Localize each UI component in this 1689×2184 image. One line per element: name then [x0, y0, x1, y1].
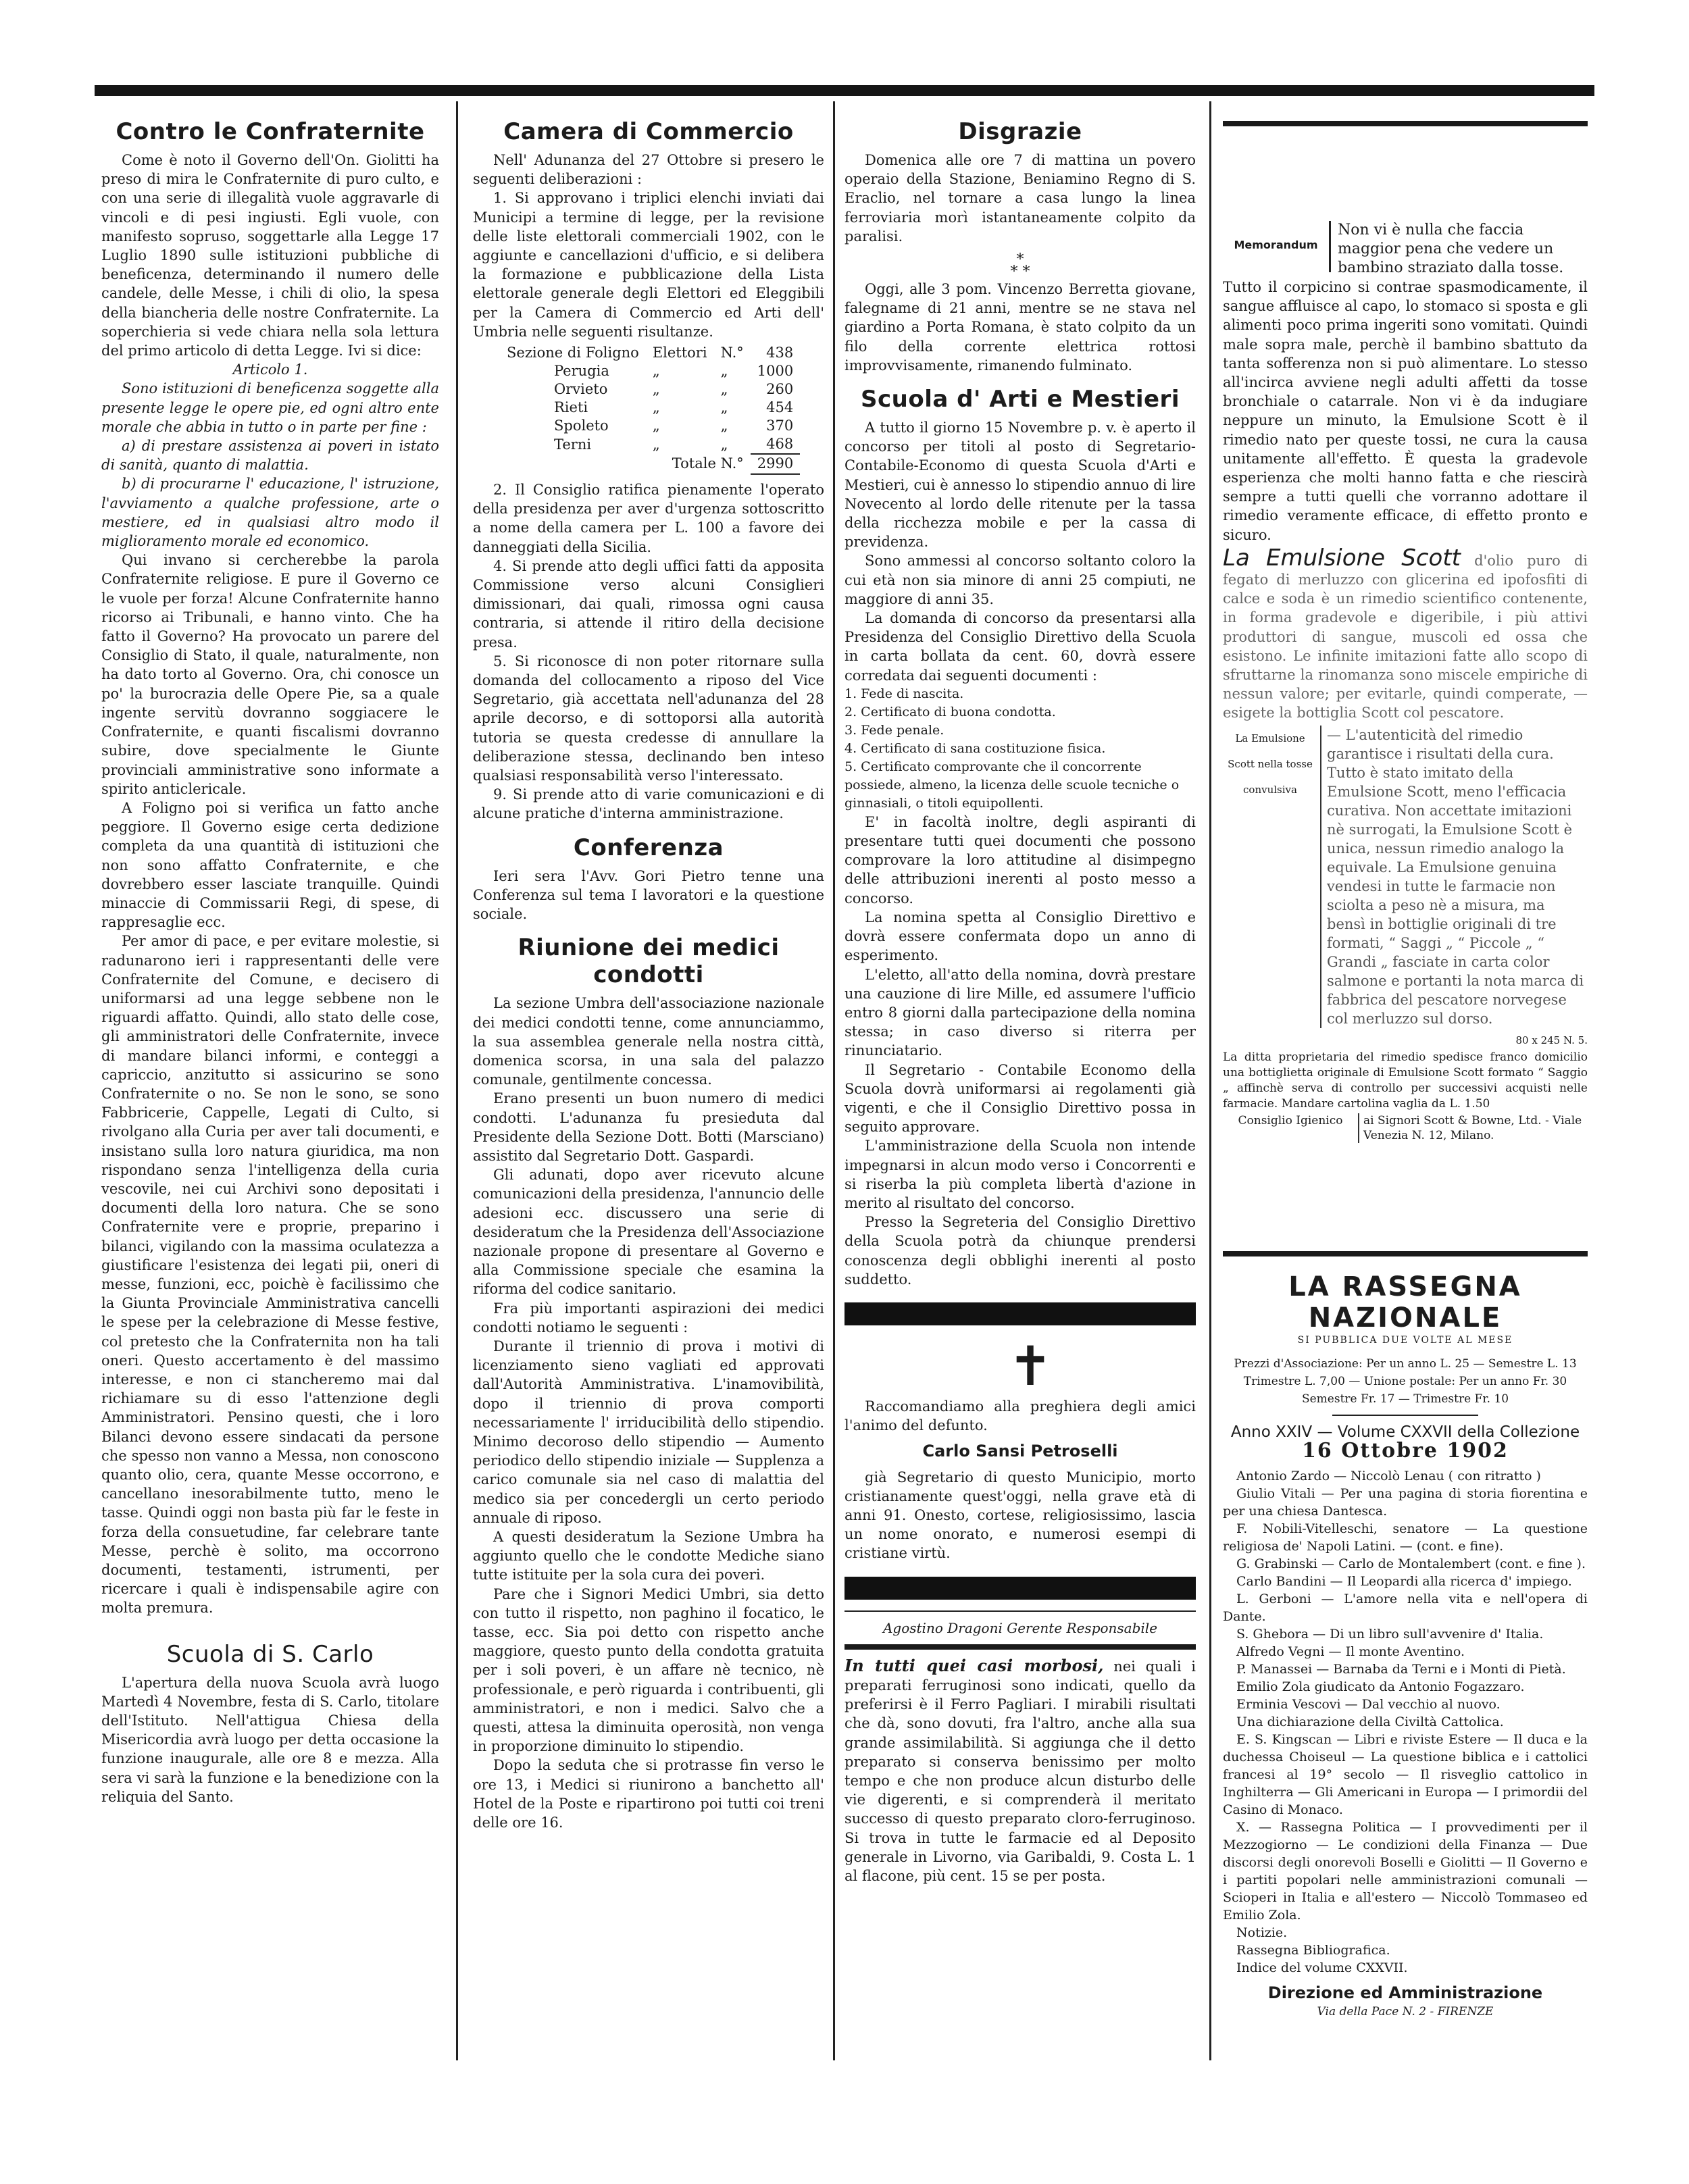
toc-entry: E. S. Kingscan — Libri e riviste Estere — Il duca e la duchessa Choiseul — La questione biblica e i cattolici francesi al 19° secolo — Il risveglio cattolico in Inghilterra — Gli Americani in Europa — I primordii del Casino di Monaco.: [1223, 1732, 1588, 1818]
direction-address: Via della Pace N. 2 - FIRENZE: [1317, 2005, 1494, 2019]
memorandum-text: Non vi è nulla che faccia maggior pena che vedere un bambino straziato dalla tosse.: [1338, 222, 1564, 276]
paragraph: 4. Si prende atto degli uffici fatti da apposita Commissione verso alcuni Consiglieri dimissionari, dai quali, rimossa ogni causa contraria, si attende il ritiro della decisione presa.: [473, 557, 824, 651]
top-rule: [95, 85, 1594, 96]
divider: [844, 1644, 1196, 1650]
consiglio-label: Consiglio Igienico: [1223, 1113, 1359, 1143]
toc-entry: Emilio Zola giudicato da Antonio Fogazzaro.: [1236, 1679, 1525, 1695]
scott-side-box: [1223, 726, 1588, 1028]
separator-stars: * * *: [1010, 251, 1030, 281]
section-name: Spoleto: [554, 417, 609, 434]
paragraph: Oggi, alle 3 pom. Vincenzo Berretta giovane, falegname di 21 anni, mentre se ne stava nel giardino a Porta Romana, è stato colpito da un filo della corrente elettrica rottosi improvvisamente, rimanendo fulminato.: [844, 281, 1196, 374]
section-label: „: [720, 363, 728, 380]
section-label: „: [652, 399, 660, 416]
paragraph: La ditta proprietaria del rimedio spedisce franco domicilio una bottiglietta originale di Emulsione Scott formato “ Saggio „ affinchè serva di controllo per successivi acquisti nelle farmacie. Mandare cartolina vaglia da L. 1.50: [1223, 1050, 1588, 1111]
article-title: Scuola d' Arti e Mestieri: [861, 386, 1180, 413]
paragraph: Qui invano si cercherebbe la parola Confraternite religiose. E pure il Governo ce le vuole per forza! Alcune Confraternite hanno ricorso ai Tribunali, e hanno vinto. Che ha fatto il Governo? Ha provocato un parere del Consiglio di Stato, il quale, naturalmente, non ha dato torto al Governo. Ora, chi conosce un po' la burocrazia delle Opere Pie, sa a quale ingente servitù dovranno soggiacere le Confraternite, e quanti fiscalismi dovranno subire, dove specialmente le Giunte provinciali amministrative sono informate a spirito anticlericale.: [101, 552, 439, 797]
paragraph: Come è noto il Governo dell'On. Giolitti ha preso di mira le Confraternite di puro culto, e con una serie di illegalità vuole aggravarle di vincoli e di pesi ingiusti. Egli vuole, con manifesto sopruso, soggettarle alla Legge 17 Luglio 1890 sulle istituzioni pubbliche di beneficenza, determinando il numero delle candele, delle Messe, i chili di olio, la spesa della biancheria delle nostre Confraternite. La soperchieria si vede chiara nella sola lettura del primo articolo di detta Legge. Ivi si dice:: [101, 152, 439, 359]
column-3: [844, 111, 1196, 1885]
list-item: 4. Certificato di sana costituzione fisica.: [844, 740, 1106, 756]
column-4: [1223, 111, 1588, 2022]
toc-entry: P. Manassei — Barnaba da Terni e i Monti di Pietà.: [1236, 1662, 1566, 1677]
memorandum-label: Memorandum: [1223, 221, 1331, 272]
electors-row: [500, 344, 800, 362]
paragraph: Fra più importanti aspirazioni dei medici condotti notiamo le seguenti :: [473, 1300, 824, 1336]
section-label: „: [720, 436, 728, 453]
electors-row: [500, 380, 800, 399]
paragraph: L'amministrazione della Scuola non intende impegnarsi in alcun modo verso i Concorrenti e si riserba la più completa libertà d'azione in merito al risultato del concorso.: [844, 1138, 1196, 1211]
toc-entry: Una dichiarazione della Civiltà Cattolica.: [1236, 1715, 1504, 1730]
paragraph: Tutto il corpicino si contrae spasmodicamente, il sangue affluisce al capo, lo stomaco si sposta e gli alimenti poco prima ingeriti sono vomitati. Quindi male sopra male, perchè il bambino sbattuto da tanta sofferenza non si può alimentare. Lo stesso all'incirca avviene negli adulti affetti da tosse bronchiale o catarrale. Non vi è da indugiare neppure un minuto, la Emulsione Scott è il rimedio nato per queste tossi, ne cura la causa unitamente all'effetto. È questa la gradevole esperienza che molti hanno fatta e che riescirà sempre a tutti quelli che vorranno adottare il rimedio veramente efficace, di effetto pronto e sicuro.: [1223, 279, 1588, 543]
paragraph: già Segretario di questo Municipio, morto cristianamente quest'oggi, nella grave età di anni 91. Onesto, cortese, religiosissimo, lascia un nome onorato, e numerosi esempi di cristiane virtù.: [844, 1469, 1196, 1562]
list-item: 3. Fede penale.: [844, 722, 944, 738]
paragraph: a) di prestare assistenza ai poveri in istato di sanità, quanto di malattia.: [101, 438, 439, 474]
column-rule: [1209, 101, 1211, 2060]
section-name: Perugia: [554, 363, 609, 380]
paragraph: Ieri sera l'Avv. Gori Pietro tenne una Conferenza sul tema I lavoratori e la questione sociale.: [473, 867, 824, 923]
section-name: Sezione di Foligno: [507, 345, 639, 361]
side-text: — L'autenticità del rimedio garantisce i risultati della cura. Tutto è stato imitato della Emulsione Scott, meno l'efficacia curativa. Non accettate imitazioni nè surrogati, la Emulsione Scott è unica, nessun rimedio analogo la equivale. La Emulsione genuina vendesi in tutte le farmacie non sciolta a peso nè a misura, ma bensì in bottiglie originali di tre formati, “ Saggi „ “ Piccole „ “ Grandi „ fasciate in carta color salmone e portanti la nota marca di fabbrica del pescatore norvegese col merluzzo sul dorso.: [1327, 726, 1584, 1027]
paragraph: Erano presenti un buon numero di medici condotti. L'adunanza fu presieduta dal Presidente della Sezione Dott. Botti (Marsciano) assistito dal Segretario Dott. Gaspardi.: [473, 1090, 824, 1164]
article-heading: Articolo 1.: [232, 361, 308, 378]
scott-address: ai Signori Scott & Bowne, Ltd. - Viale Venezia N. 12, Milano.: [1363, 1113, 1582, 1142]
ad-code: 80 x 245 N. 5.: [1515, 1034, 1588, 1046]
divider: [1332, 1415, 1478, 1416]
consiglio-row: [1223, 1113, 1588, 1143]
total-value: 2990: [751, 454, 800, 474]
issue-date: 16 Ottobre 1902: [1302, 1439, 1509, 1463]
cross-icon: ✝: [1007, 1334, 1053, 1398]
ad-text: nei quali i preparati ferruginosi sono indicati, quello da preferirsi è il Ferro Pagliari. I mirabili risultati che dà, sono dovuti, fra l'altro, anche alla sua grande assimilabilità. Si aggiunga che il detto preparato si conserva benissimo per molto tempo e che non produce alcun disturbo delle vie digerenti, e si comprenderà il meritato successo di questo preparato cloro-ferruginoso. Si trova in tutte le farmacie ed al Deposito generale in Livorno, via Garibaldi, 9. Costa L. 1 al flacone, più cent. 15 se per posta.: [844, 1658, 1196, 1885]
paragraph: Domenica alle ore 7 di mattina un povero operaio della Stazione, Beniamino Regno di S. Eraclio, nel tornare a casa lungo la linea ferroviaria morì istantaneamente colpito da paralisi.: [844, 152, 1196, 245]
section-count: 370: [766, 417, 794, 434]
electors-table: [500, 344, 800, 475]
paragraph: L'apertura della nuova Scuola avrà luogo Martedì 4 Novembre, festa di S. Carlo, titolare dell'Istituto. Nell'attigua Chiesa della Misericordia avrà luogo per detta occasione la funzione inaugurale, alle ore 8 e mezza. Alla sera vi sarà la funzione e la benedizione con la reliquia del Santo.: [101, 1674, 439, 1805]
paragraph: Gli adunati, dopo aver ricevuto alcune comunicazioni della presidenza, l'annuncio delle adesioni ecc. discussero una serie di desideratum che la Presidenza dell'Associazione nazionale propone di presentare al Governo e alla Commissione speciale che esamina la riforma del codice sanitario.: [473, 1167, 824, 1298]
toc-entry: L. Gerboni — L'amore nella vita e nell'opera di Dante.: [1223, 1592, 1588, 1625]
electors-row: [500, 399, 800, 417]
paragraph: La nomina spetta al Consiglio Direttivo e dovrà essere confermata dopo un anno di esperimento.: [844, 909, 1196, 964]
volume-line: Anno XXIV — Volume CXXVII della Collezione: [1230, 1423, 1580, 1441]
paragraph: Sono istituzioni di beneficenza soggette alla presente legge le opere pie, ed ogni altro ente morale che abbia in tutto o in parte per fine :: [101, 380, 439, 435]
section-label: „: [720, 399, 728, 416]
paragraph: Il Segretario - Contabile Economo della Scuola dovrà uniformarsi ai regolamenti già vigenti, e che il Consiglio Direttivo possa in seguito approvare.: [844, 1061, 1196, 1136]
article-title: Conferenza: [573, 834, 724, 861]
paragraph: 1. Si approvano i triplici elenchi inviati dai Municipi a termine di legge, per la revisione delle liste elettorali commerciali 1902, con le aggiunte e cancellazioni d'ufficio, e si delibera la formazione e pubblicazione della Lista elettorale generale degli Elettori ed Eleggibili per la Camera di Commercio ed Arti dell' Umbria nelle seguenti risultanze.: [473, 190, 824, 340]
toc-entry: G. Grabinski — Carlo de Montalembert (cont. e fine ).: [1236, 1556, 1586, 1572]
paragraph: A questi desideratum la Sezione Umbra ha aggiunto quello che le condotte Mediche siano tutte istituite per la sola cura dei poveri.: [473, 1528, 824, 1583]
section-name: Terni: [554, 436, 592, 453]
section-count: 438: [766, 345, 794, 361]
table-of-contents: [1223, 1467, 1588, 1977]
paragraph: La domanda di concorso da presentarsi alla Presidenza del Consiglio Direttivo della Scuola in carta bollata da cent. 60, dovrà essere corredata dai seguenti documenti :: [844, 610, 1196, 684]
paragraph: Sono ammessi al concorso soltanto coloro la cui età non sia minore di anni 25 compiuti, ne maggiore di anni 35.: [844, 553, 1196, 607]
toc-entry: Giulio Vitali — Per una pagina di storia fiorentina e per una chiesa Dantesca.: [1223, 1486, 1588, 1519]
paragraph: b) di procurarne l' educazione, l' istruzione, l'avviamento a qualche professione, arte o mestiere, ed in qualsiasi altro modo il miglioramento morale ed economico.: [101, 476, 439, 550]
paragraph: [1223, 544, 1588, 723]
section-count: 454: [766, 399, 794, 416]
paragraph: 9. Si prende atto di varie comunicazioni e di alcune pratiche d'interna amministrazione.: [473, 786, 824, 822]
article-title: Contro le Confraternite: [116, 118, 425, 145]
total-row: [500, 454, 800, 474]
paragraph: Raccomandiamo alla preghiera degli amici l'animo del defunto.: [844, 1398, 1196, 1434]
section-label: Elettori: [652, 345, 707, 361]
toc-entry: Carlo Bandini — Il Leopardi alla ricerca d' impiego.: [1236, 1574, 1572, 1590]
toc-entry: Alfredo Vegni — Il monte Aventino.: [1236, 1644, 1465, 1660]
column-2: [473, 111, 824, 1832]
rassegna-subtitle: SI PUBBLICA DUE VOLTE AL MESE: [1297, 1334, 1513, 1346]
divider: [1223, 1251, 1588, 1256]
paragraph: E' in facoltà inoltre, degli aspiranti di presentare tutti quei documenti che possono comprovare la loro attitudine al disimpegno delle attribuzioni inerenti al posto messo a concorso.: [844, 813, 1196, 907]
column-rule: [456, 101, 458, 2060]
toc-entry: S. Ghebora — Di un libro sull'avvenire d' Italia.: [1236, 1627, 1544, 1642]
electors-row: [500, 417, 800, 435]
section-label: „: [720, 381, 728, 398]
memorandum-box: [1223, 221, 1588, 278]
paragraph: Nell' Adunanza del 27 Ottobre si presero le seguenti deliberazioni :: [473, 152, 824, 188]
paragraph: A Foligno poi si verifica un fatto anche peggiore. Il Governo esige certa dedizione completa da una quantità di istituzioni che non sono affatto Confraternite, e che dovrebbero esser lasciate tranquille. Quindi minaccie di Commissarii Regi, di spese, di rappresaglie ecc.: [101, 799, 439, 931]
deceased-name: Carlo Sansi Petroselli: [922, 1442, 1118, 1461]
paragraph: Dopo la seduta che si protrasse fin verso le ore 13, i Medici si riunirono a banchetto all' Hotel de la Poste e ripartirono poi tutti coi treni delle ore 16.: [473, 1757, 824, 1831]
paragraph: L'eletto, all'atto della nomina, dovrà prestare una cauzione di lire Mille, ed assumere l'ufficio entro 8 giorni dalla partecipazione della nomina stessa; in caso diverso si riterra per rinunciatario.: [844, 966, 1196, 1059]
section-label: „: [720, 417, 728, 434]
list-item: 2. Certificato di buona condotta.: [844, 704, 1056, 719]
paragraph: Presso la Segreteria del Consiglio Direttivo della Scuola potrà da chiunque prendersi conoscenza degli obblighi inerenti al posto suddetto.: [844, 1214, 1196, 1288]
mourning-bar: [844, 1577, 1196, 1600]
section-count: 468: [766, 436, 794, 453]
article-title: Riunione dei medici condotti: [518, 934, 780, 989]
paragraph-text: d'olio puro di fegato di merluzzo con glicerina ed ipofosfiti di calce e soda è un rimedio scientifico contenente, in forma gradevole e digeribile, i più attivi produttori di sangue, muscoli ed ossa che esistono. Le infinite imitazioni fatte allo scopo di sfruttarne la rinomanza sono miscele empiriche di nessun valore; per evitarle, quindi comperate, — esigete la bottiglia Scott col pescatore.: [1223, 552, 1588, 721]
direction-title: Direzione ed Amministrazione: [1267, 1983, 1543, 2003]
column-rule: [833, 101, 835, 2060]
side-label: La Emulsione Scott nella tosse convulsiva: [1223, 726, 1321, 1028]
list-item: 1. Fede di nascita.: [844, 686, 964, 701]
section-label: „: [652, 381, 660, 398]
section-label: „: [652, 363, 660, 380]
article-title: Scuola di S. Carlo: [166, 1640, 374, 1668]
paragraph: Per amor di pace, e per evitare molestie, si radunarono ieri i rappresentanti delle vere Confraternite del Comune, e decisero di uniformarsi ad una legge sebbene non le riguardi affatto. Quindi, allo stato delle cose, gli amministratori delle Confraternite, invece di mandare bilanci informi, e conteggi a capriccio, anzitutto si assicurino se sono Confraternite o no. Se non le sono, se sono Fabbricerie, Cappelle, Legati di Culto, si rivolgano alla Curia per aver tali documenti, e insistano sulla loro natura giuridica, ma non rispondano senza l'intelligenza della curia vescovile, nei cui Archivi sono depositati i documenti della loro natura. Che se sono Confraternite vere e proprie, preparino i bilanci, vigilando con la massima oculatezza a giustificare l'esistenza dei legati pii, oneri di messe, funzioni, ecc, poichè è facilissimo che la Giunta Provinciale Amministrativa cancelli le spese per la celebrazione di Messe festive, col pretesto che la Confraternita non ha tali oneri. Questo accertamento è del massimo interesse, e non ci stancheremo mai dal richiamare su di esso l'attenzione degli Amministratori. Pensino questi, che i loro Bilanci devono essere sindacati da persone che spesso non vanno a Messa, non conoscono quanto olio, cera, quante Messe occorrono, e cancellano inesorabilmente tutto, meno le tasse. Quindi oggi non basta più far le feste in forza della consuetudine, far celebrare tante Messe, perchè è solito, ma occorrono documenti, testamenti, istrumenti, per ricercare i quali è indispensabile agire con molta premura.: [101, 933, 439, 1617]
section-label: „: [652, 417, 660, 434]
paragraph: 2. Il Consiglio ratifica pienamente l'operato della presidenza per aver d'urgenza sottoscritto a nome della camera per L. 100 a favore dei danneggiati della Sicilia.: [473, 482, 824, 555]
toc-entry: Antonio Zardo — Niccolò Lenau ( con ritratto ): [1236, 1469, 1541, 1484]
paragraph: 5. Si riconosce di non poter ritornare sulla domanda del collocamento a riposo del Vice Segretario, già accettata nell'adunanza del 28 aprile decorso, e di sottoporsi alla autorità tutoria se questa credesse di annullare la deliberazione stessa, declinando ben inteso qualsiasi responsabilità verso l'interessato.: [473, 653, 824, 784]
divider: [1223, 121, 1588, 126]
prices-line: Semestre Fr. 17 — Trimestre Fr. 10: [1301, 1392, 1509, 1406]
prices-line: Trimestre L. 7,00 — Unione postale: Per un anno Fr. 30: [1243, 1374, 1567, 1388]
paragraph: Pare che i Signori Medici Umbri, sia detto con tutto il rispetto, non paghino il focatico, le tasse, ecc. Sia poi detto con rispetto anche maggiore, questo punto della condotta gratuita per i soli poveri, è un affare nè tecnico, nè professionale, e però riguarda i contribuenti, gli amministratori, e non i medici. Salvo che a questi, attesa la diminuita operosità, non venga in proporzione diminuito lo stipendio.: [473, 1585, 824, 1755]
article-title: Camera di Commercio: [503, 118, 794, 145]
toc-entry: Indice del volume CXXVII.: [1236, 1960, 1408, 1976]
ferro-pagliari-ad: [844, 1656, 1196, 1885]
scott-heading: La Emulsione Scott: [1223, 544, 1461, 572]
electors-row: [500, 435, 800, 454]
gerente-line: Agostino Dragoni Gerente Responsabile: [882, 1619, 1158, 1636]
section-label: „: [652, 436, 660, 453]
paragraph: Durante il triennio di prova i motivi di licenziamento sieno vagliati ed approvati dall'Autorità Amministrativa. L'inamovibilità, dopo il triennio di prova comporti necessariamente l' irriducibilità dello stipendio. Minimo decoroso dello stipendio — Aumento periodico dello stipendio iniziale — Supplenza a carico comunale sia nel caso di malattia del medico sia per concedergli un certo periodo annuale di riposo.: [473, 1338, 824, 1526]
section-label: N.°: [720, 345, 744, 361]
total-label: Totale N.°: [672, 455, 744, 472]
section-count: 260: [766, 381, 794, 398]
column-1: [101, 111, 439, 1806]
toc-entry: Rassegna Bibliografica.: [1236, 1943, 1390, 1958]
mourning-bar: [844, 1302, 1196, 1325]
prices-line: Prezzi d'Associazione: Per un anno L. 25 — Semestre L. 13: [1234, 1356, 1577, 1371]
paragraph: La sezione Umbra dell'associazione nazionale dei medici condotti tenne, come annunciammo, la sua assemblea generale nella nostra città, domenica scorsa, in una sala del palazzo comunale, gentilmente concessa.: [473, 995, 824, 1088]
toc-entry: X. — Rassegna Politica — I provvedimenti per il Mezzogiorno — Le condizioni della Finanza — Due discorsi degli onorevoli Boselli e Giolitti — Il Governo e i partiti popolari nelle amministrazioni comunali — Scioperi in Italia e all'estero — Niccolò Tommaseo ed Emilio Zola.: [1223, 1820, 1588, 1923]
article-title: Disgrazie: [958, 118, 1082, 145]
section-name: Rieti: [554, 399, 588, 416]
rassegna-title: LA RASSEGNA NAZIONALE: [1288, 1271, 1522, 1334]
ad-heading: In tutti quei casi morbosi,: [844, 1655, 1104, 1675]
toc-entry: Notizie.: [1236, 1925, 1288, 1941]
section-count: 1000: [757, 363, 794, 380]
section-name: Orvieto: [554, 381, 608, 398]
document-list: [844, 685, 1196, 813]
toc-entry: Erminia Vescovi — Dal vecchio al nuovo.: [1236, 1697, 1501, 1712]
divider: [844, 1610, 1196, 1612]
paragraph: A tutto il giorno 15 Novembre p. v. è aperto il concorso per titoli al posto di Segretario-Contabile-Economo di questa Scuola d'Arti e Mestieri, cui è annesso lo stipendio annuo di lire Novecento al lordo delle ritenute per la tassa della ricchezza mobile e per la cassa di previdenza.: [844, 420, 1196, 551]
toc-entry: F. Nobili-Vitelleschi, senatore — La questione religiosa de' Napoli Latini. — (cont. e fine).: [1223, 1521, 1588, 1554]
list-item: 5. Certificato comprovante che il concorrente possiede, almeno, la licenza delle scuole tecniche o ginnasiali, o titoli equipollenti.: [844, 759, 1180, 811]
electors-row: [500, 362, 800, 380]
